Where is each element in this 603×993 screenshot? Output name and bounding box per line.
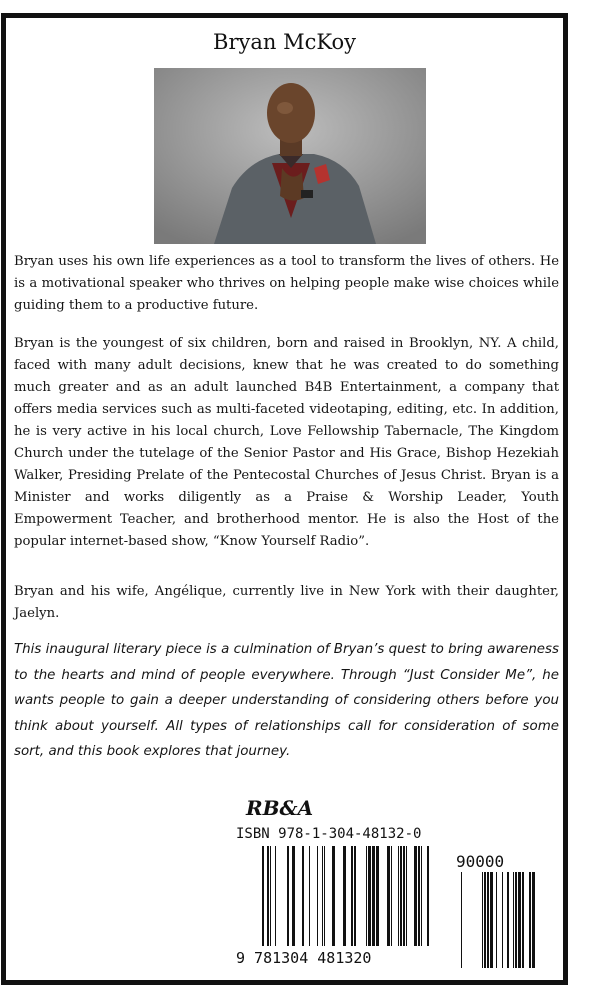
bio-paragraph-2: Bryan is the youngest of six children, born and raised in Brooklyn, NY. A child, faced with many adult decisions, knew that he was created to do something much greater and as an adult launched B4B Entertainment, a company that offers media services such as multi-faceted videotaping, editing, etc. In addition, he is very active in his local church, Love Fellowship Tabernacle, The Kingdom Church under the tutelage of the Senior Pastor and His Grace, Bishop Hezekiah Walker, Presiding Prelate of the Pentecostal Churches of Jesus Christ. Bryan is a Minister and works diligently as a Praise & Worship Leader, Youth Empowerment Teacher, and brotherhood mentor. He is also the Host of the popular internet-based show, “Know Yourself Radio”.: [14, 336, 559, 549]
author-photo: [154, 68, 426, 244]
author-photo-image: [154, 68, 426, 244]
isbn-barcode: [236, 826, 541, 971]
bio-paragraph-3: Bryan and his wife, Angélique, currently live in New York with their daughter, Jaelyn.: [14, 584, 559, 621]
back-cover: [1, 13, 568, 985]
addon-code: 90000: [456, 852, 505, 871]
bio-paragraph-1: Bryan uses his own life experiences as a tool to transform the lives of others. He is a motivational speaker who thrives on helping people make wise choices while guiding them to a productive future.: [14, 254, 559, 313]
book-blurb: This inaugural literary piece is a culmination of Bryan’s quest to bring awareness to the hearts and mind of people everywhere. Through “Just Consider Me”, he wants people to gain a deeper understanding of considering others before you think about yourself. All types of relationships call for consideration of some sort, and this book explores that journey.: [14, 642, 559, 759]
publisher-logo: RB&A: [246, 796, 314, 820]
author-name: Bryan McKoy: [213, 30, 356, 54]
barcode-digits: 9 781304 481320: [236, 949, 372, 967]
isbn-label: ISBN 978-1-304-48132-0: [236, 826, 422, 842]
